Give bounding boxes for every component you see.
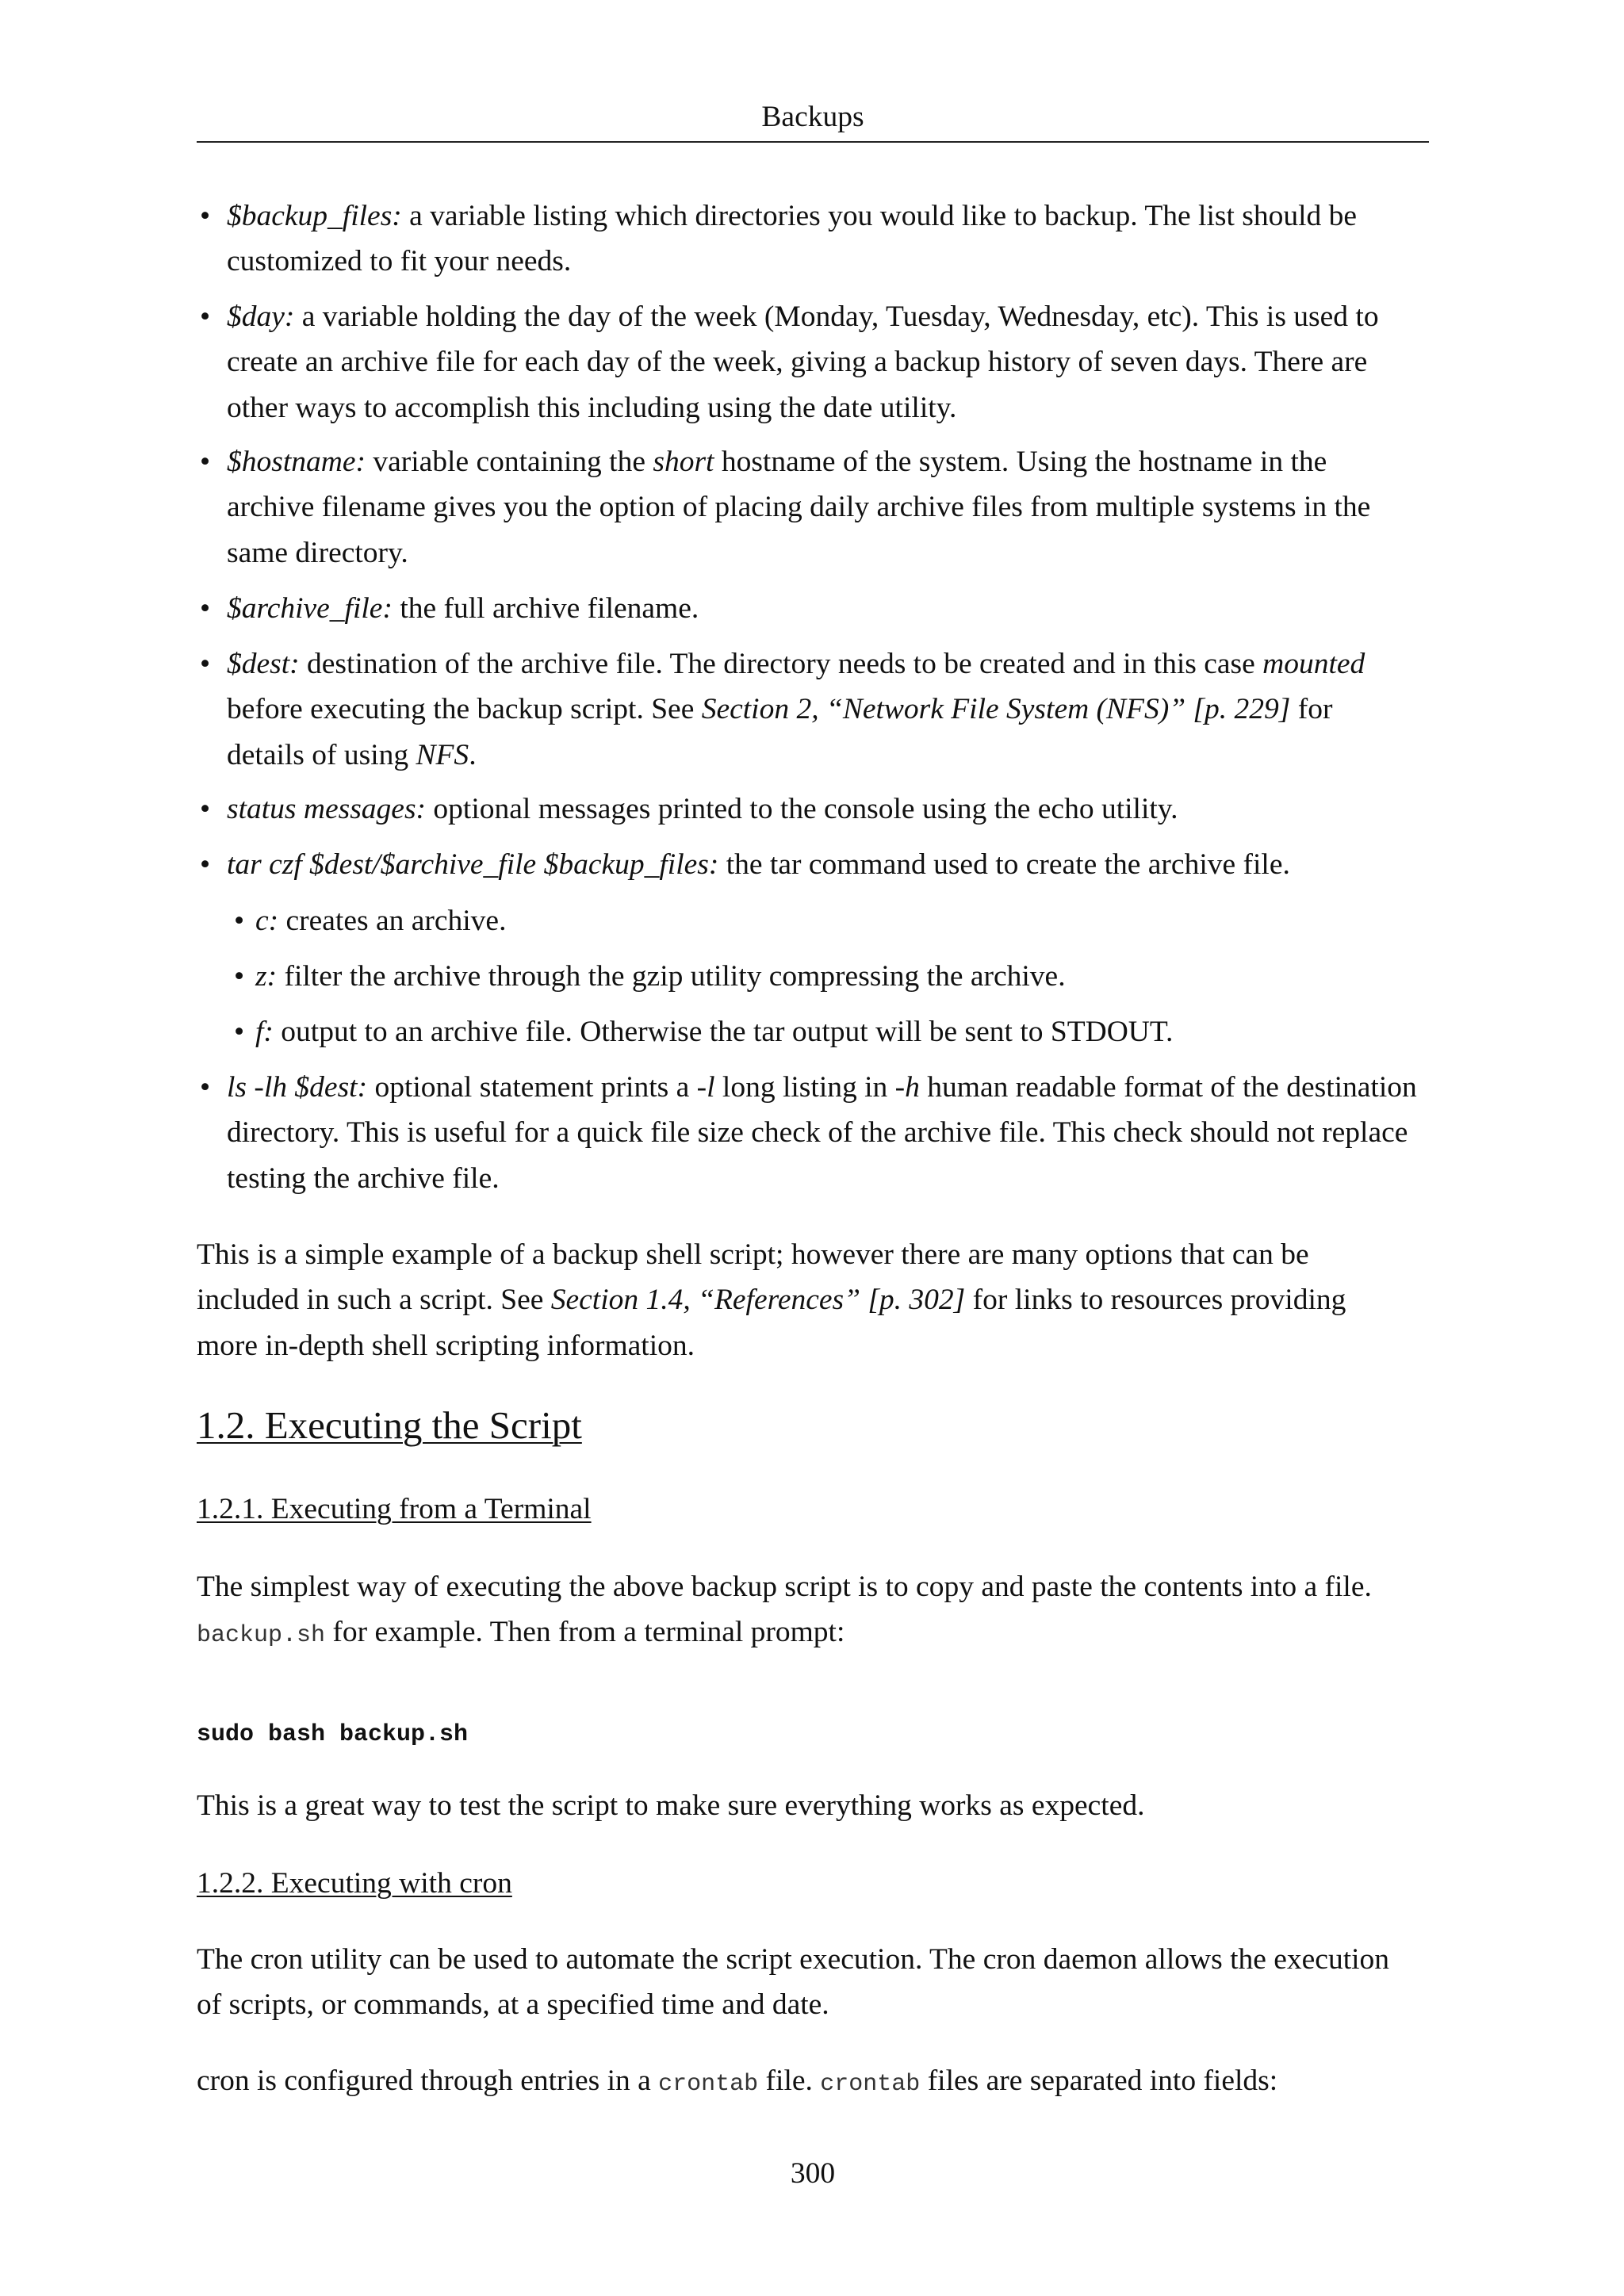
list-item-day xyxy=(200,294,1379,430)
list-item-term: ls -lh $dest: xyxy=(227,1071,368,1104)
inline-code-crontab: crontab xyxy=(658,2071,759,2098)
paragraph-line: of scripts, or commands, at a specified time and date. xyxy=(197,1988,829,2022)
list-item-text: variable containing the xyxy=(373,446,645,478)
emphasis-text: NFS xyxy=(416,738,469,771)
subsection-heading-terminal: 1.2.1. Executing from a Terminal xyxy=(197,1493,592,1525)
option-term: c: xyxy=(255,905,279,937)
list-item-text: destination of the archive file. The directory needs to be created and in this case xyxy=(307,648,1255,680)
running-header-title: Backups xyxy=(761,101,864,133)
paragraph-line: more in-depth shell scripting information. xyxy=(197,1329,695,1362)
list-item-hostname xyxy=(200,439,1371,576)
command-example: sudo bash backup.sh xyxy=(197,1721,469,1748)
list-item-text: same directory. xyxy=(227,536,408,569)
paragraph-line: The cron utility can be used to automate the script execution. The cron daemon allows the execution xyxy=(197,1943,1390,1976)
list-item-term: $dest: xyxy=(227,648,300,680)
bullet-marker: • xyxy=(200,446,211,478)
list-item-ls-command xyxy=(200,1065,1417,1201)
option-text: output to an archive file. Otherwise the tar output will be sent to STDOUT. xyxy=(281,1016,1174,1048)
bullet-marker: • xyxy=(200,200,211,232)
list-item-term: status messages: xyxy=(227,793,427,825)
bullet-marker: • xyxy=(200,592,211,625)
bullet-marker: • xyxy=(200,1071,211,1104)
list-item-text: directory. This is useful for a quick file size check of the archive file. This check should not replace xyxy=(227,1116,1408,1150)
list-item-text: before executing the backup script. See xyxy=(227,693,695,726)
list-item-line xyxy=(227,687,1365,732)
paragraph-line xyxy=(197,1277,1346,1322)
list-item-text: customized to fit your needs. xyxy=(227,245,572,278)
list-item-text: long listing in xyxy=(722,1071,888,1104)
bullet-marker: • xyxy=(234,1016,245,1048)
paragraph-text: files are separated into fields: xyxy=(927,2064,1278,2097)
bullet-marker: • xyxy=(200,648,211,680)
bullet-marker: • xyxy=(234,960,245,993)
flag-text: -l xyxy=(696,1071,715,1104)
list-item-text: . xyxy=(469,738,477,771)
list-item-text: the tar command used to create the archive file. xyxy=(726,848,1290,881)
list-item-line xyxy=(200,439,1370,484)
page-number: 300 xyxy=(790,2157,836,2190)
emphasis-text: mounted xyxy=(1262,648,1365,680)
inline-code-filename: backup.sh xyxy=(197,1622,326,1650)
list-item-dest xyxy=(200,641,1365,778)
list-item-text: testing the archive file. xyxy=(227,1161,500,1195)
paragraph-crontab xyxy=(197,2058,1277,2103)
option-term: z: xyxy=(255,960,278,993)
list-item-text: create an archive file for each day of the week, giving a backup history of seven days. There are xyxy=(227,346,1368,379)
list-item-line xyxy=(200,786,1178,832)
option-text: filter the archive through the gzip utility compressing the archive. xyxy=(284,960,1066,993)
list-item-status-messages xyxy=(200,786,1178,832)
list-item-text: hostname of the system. Using the hostname in the xyxy=(721,446,1327,478)
paragraph-text: cron is configured through entries in a xyxy=(197,2064,651,2097)
list-item-text: details of using xyxy=(227,738,409,771)
sub-list-item-line xyxy=(234,898,507,943)
paragraph-line xyxy=(197,1609,1372,1655)
cross-reference-link[interactable]: Section 1.4, “References” [p. 302] xyxy=(550,1284,966,1317)
option-term: f: xyxy=(255,1016,274,1048)
list-item-line xyxy=(200,193,1358,239)
list-item-text: human readable format of the destination xyxy=(927,1071,1417,1104)
list-item-text: for xyxy=(1297,693,1333,726)
list-item-text: optional messages printed to the console using the echo utility. xyxy=(433,793,1178,825)
paragraph-line: This is a great way to test the script to make sure everything works as expected. xyxy=(197,1789,1145,1822)
paragraph-cron-intro xyxy=(197,1937,1389,2028)
paragraph-script-summary xyxy=(197,1232,1346,1368)
paragraph-text: for example. Then from a terminal prompt: xyxy=(332,1616,845,1649)
list-item-backup-files xyxy=(200,193,1358,285)
inline-code-crontab: crontab xyxy=(820,2071,921,2098)
list-item-term: $hostname: xyxy=(227,446,366,478)
bullet-marker: • xyxy=(200,793,211,825)
list-item-line xyxy=(200,294,1379,339)
sub-list-item-option-z xyxy=(234,954,1066,999)
list-item-line xyxy=(227,733,1365,778)
list-item-term: $day: xyxy=(227,300,295,333)
list-item-line xyxy=(200,1065,1417,1110)
list-item-text: archive filename gives you the option of placing daily archive files from multiple systems in the xyxy=(227,491,1371,524)
paragraph-terminal xyxy=(197,1564,1372,1655)
list-item-text: a variable listing which directories you would like to backup. The list should be xyxy=(409,200,1358,232)
bullet-marker: • xyxy=(200,300,211,333)
paragraph-text: file. xyxy=(765,2064,813,2097)
flag-text: -h xyxy=(894,1071,920,1104)
paragraph-text: for links to resources providing xyxy=(972,1284,1346,1317)
paragraph-text: included in such a script. See xyxy=(197,1284,544,1317)
list-item-archive-file xyxy=(200,586,699,631)
paragraph-test-note xyxy=(197,1783,1144,1828)
list-item-line xyxy=(200,641,1365,687)
list-item-term: tar czf $dest/$archive_file $backup_files: xyxy=(227,848,719,881)
list-item-term: $archive_file: xyxy=(227,592,393,625)
paragraph-line: This is a simple example of a backup shell script; however there are many options that can be xyxy=(197,1238,1309,1271)
sub-list-item-line xyxy=(234,954,1066,999)
list-item-tar-command xyxy=(200,842,1290,887)
list-item-text: the full archive filename. xyxy=(400,592,699,625)
list-item-term: $backup_files: xyxy=(227,200,402,232)
list-item-text: other ways to accomplish this including using the date utility. xyxy=(227,391,957,424)
header-rule xyxy=(197,141,1429,143)
bullet-marker: • xyxy=(234,905,245,937)
paragraph-line: The simplest way of executing the above backup script is to copy and paste the contents into a file. xyxy=(197,1571,1372,1603)
sub-list-item-option-c xyxy=(234,898,507,943)
list-item-line xyxy=(200,842,1290,887)
section-heading: 1.2. Executing the Script xyxy=(197,1403,582,1447)
option-text: creates an archive. xyxy=(285,905,507,937)
list-item-text: optional statement prints a xyxy=(374,1071,690,1104)
sub-list-item-line xyxy=(234,1009,1174,1054)
sub-list-item-option-f xyxy=(234,1009,1174,1054)
bullet-marker: • xyxy=(200,848,211,881)
emphasis-text: short xyxy=(653,446,714,478)
list-item-text: a variable holding the day of the week (Monday, Tuesday, Wednesday, etc). This is used to xyxy=(301,300,1379,333)
subsection-heading-cron: 1.2.2. Executing with cron xyxy=(197,1867,512,1900)
cross-reference-link[interactable]: Section 2, “Network File System (NFS)” [p. 229] xyxy=(701,693,1291,726)
paragraph-line xyxy=(197,2058,1277,2103)
list-item-line xyxy=(200,586,699,631)
